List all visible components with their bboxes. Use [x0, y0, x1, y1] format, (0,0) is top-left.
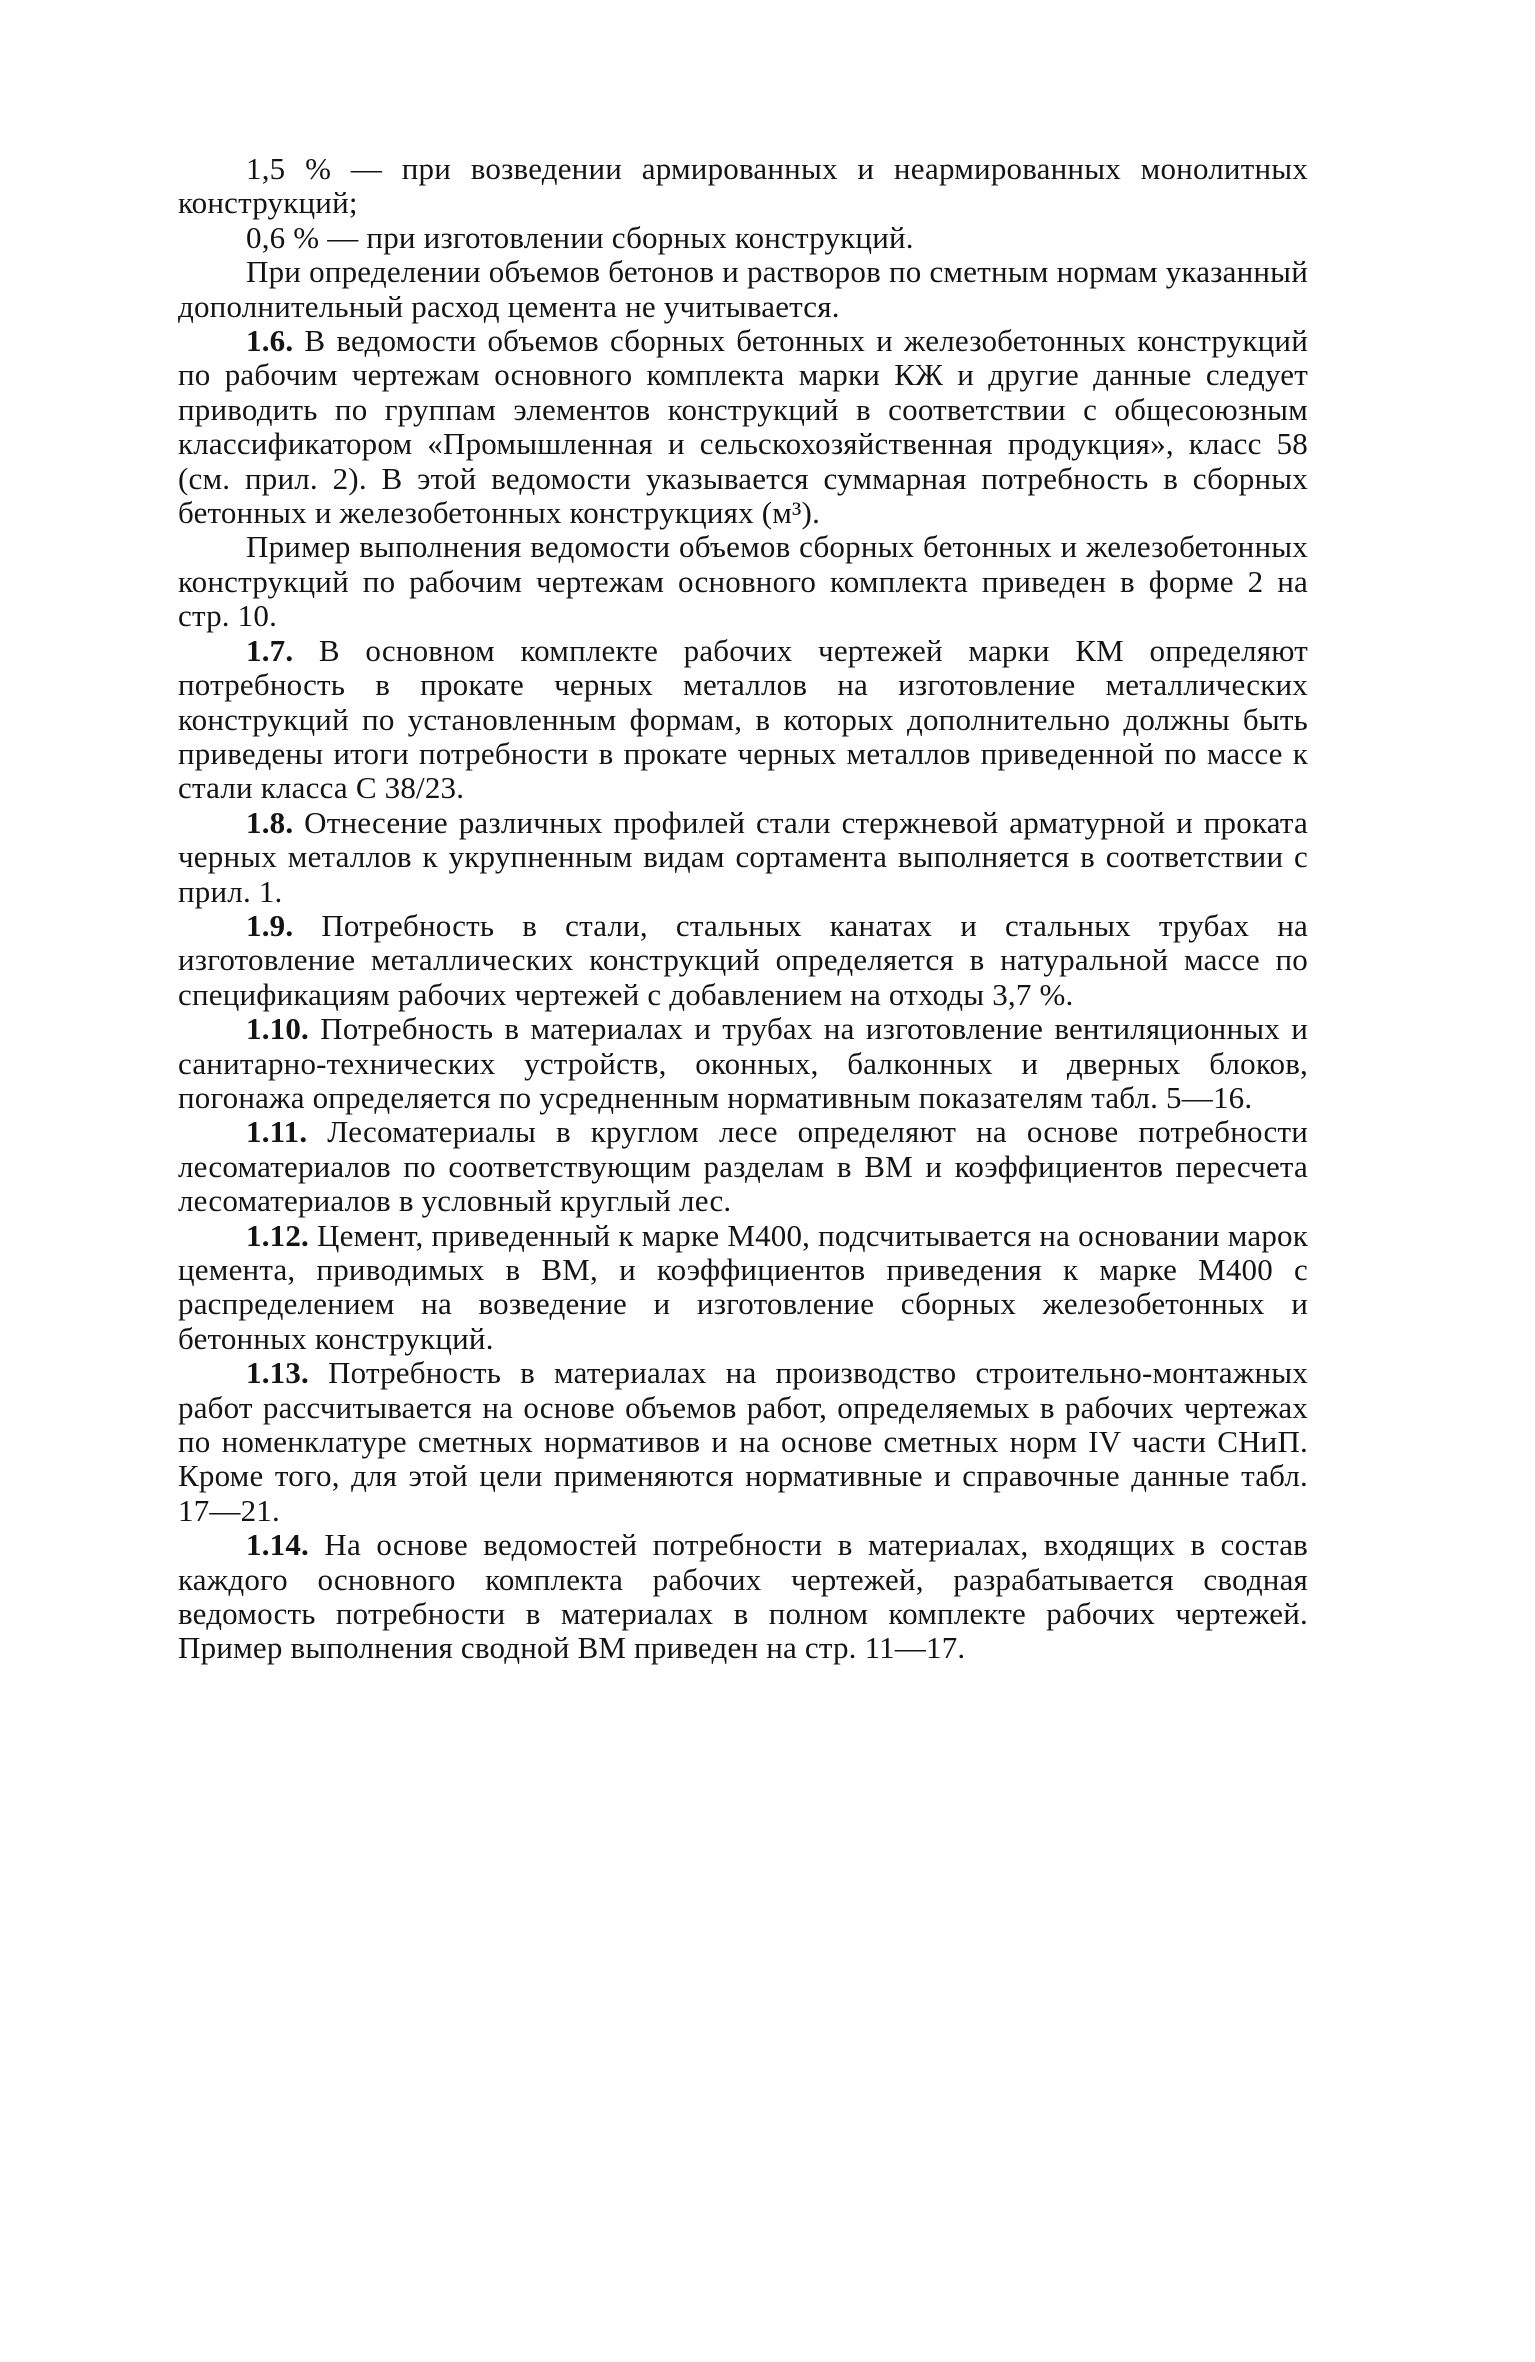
- paragraph-text: Цемент, приведенный к марке М400, подсчитывается на основании марок цемента, приводимых в ВМ, и коэффициентов приведения к марке М400 с распределением на возведение и изготовление сборных железобетонных и бетонных конструкций.: [178, 1217, 1308, 1356]
- paragraph-text: В ведомости объемов сборных бетонных и железобетонных конструкций по рабочим чертежам основного комплекта марки КЖ и другие данные следует приводить по группам элементов конструкций в соответствии с общесоюзным классификатором «Промышленная и сельскохозяйственная продукция», класс 58 (см. прил. 2). В этой ведомости указывается суммарная потребность в сборных бетонных и железобетонных конструкциях (м³).: [178, 323, 1308, 531]
- paragraph-text: В основном комплекте рабочих чертежей марки КМ определяют потребность в прокате черных металлов на изготовление металлических конструкций по установленным формам, в которых дополнительно должны быть приведены итоги потребности в прокате черных металлов приведенной по массе к стали класса С 38/23.: [178, 632, 1308, 806]
- paragraph-cement-prefab: [178, 221, 1308, 255]
- paragraph-text: На основе ведомостей потребности в материалах, входящих в состав каждого основного комплекта рабочих чертежей, разрабатывается сводная ведомость потребности в материалах в полном комплекте рабочих чертежей. Пример выполнения сводной ВМ приведен на стр. 11—17.: [178, 1527, 1308, 1666]
- paragraph-1-14: [178, 1528, 1308, 1666]
- paragraph-number: 1.11.: [246, 1114, 308, 1150]
- paragraph-1-10: [178, 1012, 1308, 1115]
- paragraph-1-8: [178, 806, 1308, 909]
- paragraph-text: Потребность в материалах на производство строительно-монтажных работ рассчитывается на основе объемов работ, определяемых в рабочих чертежах по номенклатуре сметных нормативов и на основе сметных норм IV части СНиП. Кроме того, для этой цели применяются нормативные и справочные данные табл. 17—21.: [178, 1355, 1308, 1528]
- paragraph-estimate-note: [178, 255, 1308, 324]
- paragraph-text: Потребность в материалах и трубах на изготовление вентиляционных и санитарно-технических устройств, оконных, балконных и дверных блоков, погонажа определяется по усредненным нормативным показателям табл. 5—16.: [178, 1011, 1308, 1115]
- paragraph-form-2-example: [178, 530, 1308, 633]
- paragraph-number: 1.10.: [246, 1011, 309, 1047]
- paragraph-1-12: [178, 1219, 1308, 1357]
- paragraph-1-9: [178, 909, 1308, 1012]
- paragraph-text: Пример выполнения ведомости объемов сборных бетонных и железобетонных конструкций по рабочим чертежам основного комплекта приведен в форме 2 на стр. 10.: [178, 529, 1308, 634]
- paragraph-number: 1.7.: [246, 632, 294, 668]
- paragraph-text: При определении объемов бетонов и растворов по сметным нормам указанный дополнительный расход цемента не учитывается.: [178, 254, 1308, 324]
- document-page: [178, 152, 1308, 1666]
- paragraph-cement-monolithic: [178, 152, 1308, 221]
- paragraph-number: 1.8.: [246, 804, 294, 840]
- paragraph-text: 1,5 % — при возведении армированных и неармированных монолитных конструкций;: [178, 151, 1308, 221]
- paragraph-number: 1.14.: [246, 1527, 309, 1563]
- paragraph-1-13: [178, 1356, 1308, 1528]
- paragraph-text: Лесоматериалы в круглом лесе определяют на основе потребности лесоматериалов по соответствующим разделам в ВМ и коэффициентов пересчета лесоматериалов в условный круглый лес.: [178, 1114, 1308, 1219]
- paragraph-text: 0,6 % — при изготовлении сборных конструкций.: [246, 219, 914, 255]
- paragraph-number: 1.12.: [246, 1217, 309, 1253]
- paragraph-number: 1.13.: [246, 1355, 309, 1391]
- paragraph-1-11: [178, 1115, 1308, 1218]
- paragraph-text: Отнесение различных профилей стали стержневой арматурной и проката черных металлов к укрупненным видам сортамента выполняется в соответствии с прил. 1.: [178, 804, 1308, 909]
- paragraph-1-6: [178, 324, 1308, 530]
- paragraph-1-7: [178, 634, 1308, 806]
- paragraph-text: Потребность в стали, стальных канатах и стальных трубах на изготовление металлических конструкций определяется в натуральной массе по спецификациям рабочих чертежей с добавлением на отходы 3,7 %.: [178, 907, 1308, 1012]
- paragraph-number: 1.9.: [246, 907, 294, 943]
- paragraph-number: 1.6.: [246, 323, 294, 359]
